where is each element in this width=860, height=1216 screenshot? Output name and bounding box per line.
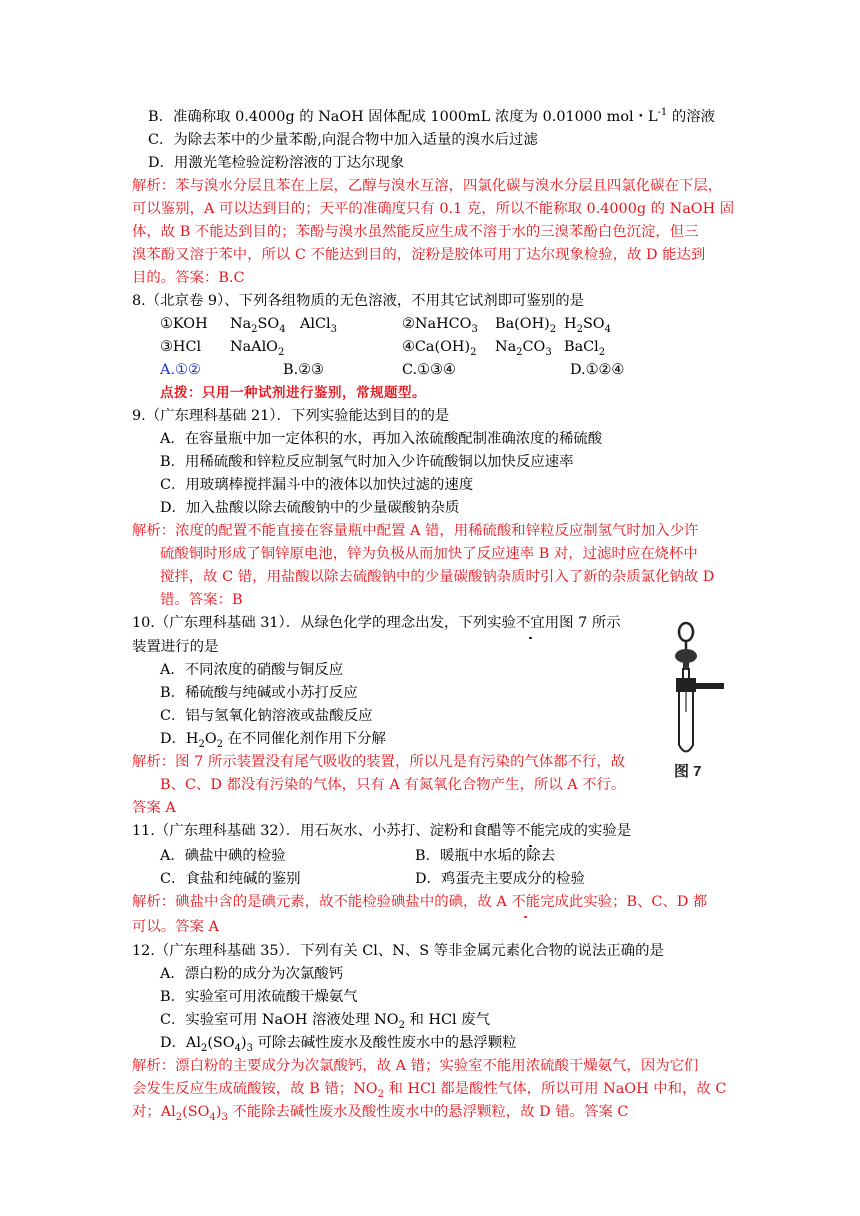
q11-option-b: B．暖瓶中水垢的除去 xyxy=(415,848,556,864)
q9-option-d: D．加入盐酸以除去硫酸钠中的少量碳酸钠杂质 xyxy=(160,500,460,516)
q10-option-a: A．不同浓度的硝酸与铜反应 xyxy=(160,662,344,678)
q12-analysis-line: 对；$Al_2(SO_4)_3$ 不能除去碱性废水及酸性废水中的悬浮颗粒，故 D 错。答案 C xyxy=(132,1104,629,1123)
q9-analysis-line: 搅拌，故 C 错，用盐酸以除去硫酸钠中的少量碳酸钠杂质时引入了新的杂质氯化钠故 D xyxy=(160,569,715,585)
q10-analysis-line: 解析：图 7 所示装置没有尾气吸收的装置，所以凡是有污染的气体都不行，故 xyxy=(132,754,626,770)
q8-group-2: ②NaHCO$_3$ $Ba(OH)_2$ $H_2SO_4$ xyxy=(402,316,611,335)
q8-group-4: $④Ca(OH)_2$ $Na_2CO_3$ BaCl$_2$ xyxy=(402,339,606,358)
q9-analysis-line: 错。答案：B xyxy=(160,592,243,608)
q7-option-d: D．用激光笔检验淀粉溶液的丁达尔现象 xyxy=(148,155,405,171)
q8-choice-b: B.②③ xyxy=(283,362,324,378)
q12-option-a: A．漂白粉的成分为次氯酸钙 xyxy=(160,966,344,982)
q11-analysis-line: 可以。答案 A xyxy=(132,919,219,935)
q7-option-c: C．为除去苯中的少量苯酚,向混合物中加入适量的溴水后过滤 xyxy=(148,132,538,148)
q12-option-c: C．实验室可用 NaOH 溶液处理 $NO_2$ 和 HCl 废气 xyxy=(160,1012,490,1031)
q10-option-b: B．稀硫酸与纯碱或小苏打反应 xyxy=(160,685,358,701)
q9-option-c: C．用玻璃棒搅拌漏斗中的液体以加快过滤的速度 xyxy=(160,477,474,493)
q8-group-1: ①KOH $Na_2SO_4$ AlCl$_3$ xyxy=(160,316,337,335)
q8-choice-a: A.①② xyxy=(160,362,201,378)
q8-tip: 点拨：只用一种试剂进行鉴别，常规题型。 xyxy=(160,385,426,401)
q11-option-d: D．鸡蛋壳主要成分的检验 xyxy=(415,871,585,887)
q7-analysis-line: 可以鉴别，A 可以达到目的；天平的准确度只有 0.1 克，所以不能称取 0.4000g 的 NaOH 固 xyxy=(132,201,735,217)
test-tube-apparatus-illustration xyxy=(652,620,730,780)
q12-option-b: B．实验室可用浓硫酸干燥氨气 xyxy=(160,989,358,1005)
q10-stem: 10.（广东理科基础 31）．从绿色化学的理念出发，下列实验不宜用图 7 所示 xyxy=(132,612,621,634)
q12-option-d: D．$Al_2(SO_4)_3$ 可除去碱性废水及酸性废水中的悬浮颗粒 xyxy=(160,1035,517,1054)
q12-analysis-line: 会发生反应生成硫酸铵，故 B 错；$NO_2$ 和 HCl 都是酸性气体，所以可用 NaOH 中和，故 C xyxy=(132,1081,727,1100)
q8-choice-d: D.①②④ xyxy=(570,362,625,378)
q9-option-a: A．在容量瓶中加一定体积的水，再加入浓硫酸配制准确浓度的稀硫酸 xyxy=(160,431,603,447)
q11-stem: 11.（广东理科基础 32）．用石灰水、小苏打、淀粉和食醋等不能完成的实验是 xyxy=(132,820,631,842)
q12-stem: 12.（广东理科基础 35）．下列有关 Cl、N、S 等非金属元素化合物的说法正确的是 xyxy=(132,943,664,959)
q8-group-3: ③HCl NaAlO$_2$ xyxy=(160,339,285,358)
q7-analysis-line: 溴苯酚又溶于苯中，所以 C 不能达到目的，淀粉是胶体可用丁达尔现象检验，故 D 能达到 xyxy=(132,247,706,263)
figure-7-apparatus xyxy=(652,620,730,780)
q9-option-b: B．用稀硫酸和锌粒反应制氢气时加入少许硫酸铜以加快反应速率 xyxy=(160,454,574,470)
q10-option-c: C．铝与氢氧化钠溶液或盐酸反应 xyxy=(160,708,373,724)
q8-choice-c: C.①③④ xyxy=(402,362,456,378)
q10-option-d: D．$H_2O_2$ 在不同催化剂作用下分解 xyxy=(160,731,386,750)
figure-7-label: 图 7 xyxy=(674,763,702,780)
q11-option-a: A．碘盐中碘的检验 xyxy=(160,848,286,864)
q12-analysis-line: 解析：漂白粉的主要成分为次氯酸钙，故 A 错；实验室不能用浓硫酸干燥氨气，因为它们 xyxy=(132,1058,699,1074)
q8-stem: 8.（北京卷 9）、下列各组物质的无色溶液，不用其它试剂即可鉴别的是 xyxy=(132,293,584,309)
q11-analysis-line: 解析：碘盐中含的是碘元素，故不能检验碘盐中的碘，故 A 不能完成此实验；B、C、D 都 xyxy=(132,891,707,913)
q9-stem: 9.（广东理科基础 21）．下列实验能达到目的的是 xyxy=(132,408,450,424)
q11-option-c: C．食盐和纯碱的鉴别 xyxy=(160,871,301,887)
q7-analysis-line: 解析：苯与溴水分层且苯在上层，乙醇与溴水互溶，四氯化碳与溴水分层且四氯化碳在下层， xyxy=(132,178,723,194)
q7-option-b: B．准确称取 0.4000g 的 NaOH 固体配成 1000mL 浓度为 0.01000 mol・$L^{-1}$ 的溶液 xyxy=(148,107,716,125)
q10-answer: 答案 A xyxy=(132,800,176,816)
q10-stem-cont: 装置进行的是 xyxy=(132,639,219,655)
q10-analysis-line: B、C、D 都没有污染的气体，只有 A 有氮氧化合物产生，所以 A 不行。 xyxy=(160,777,626,793)
q9-analysis-line: 硫酸铜时形成了铜锌原电池，锌为负极从而加快了反应速率 B 对，过滤时应在烧杯中 xyxy=(160,546,698,562)
q7-analysis-line: 目的。答案：B.C xyxy=(132,270,245,286)
q9-analysis-line: 解析：浓度的配置不能直接在容量瓶中配置 A 错，用稀硫酸和锌粒反应制氢气时加入少许 xyxy=(132,523,699,539)
q7-analysis-line: 体，故 B 不能达到目的；苯酚与溴水虽然能反应生成不溶于水的三溴苯酚白色沉淀，但三 xyxy=(132,224,699,240)
